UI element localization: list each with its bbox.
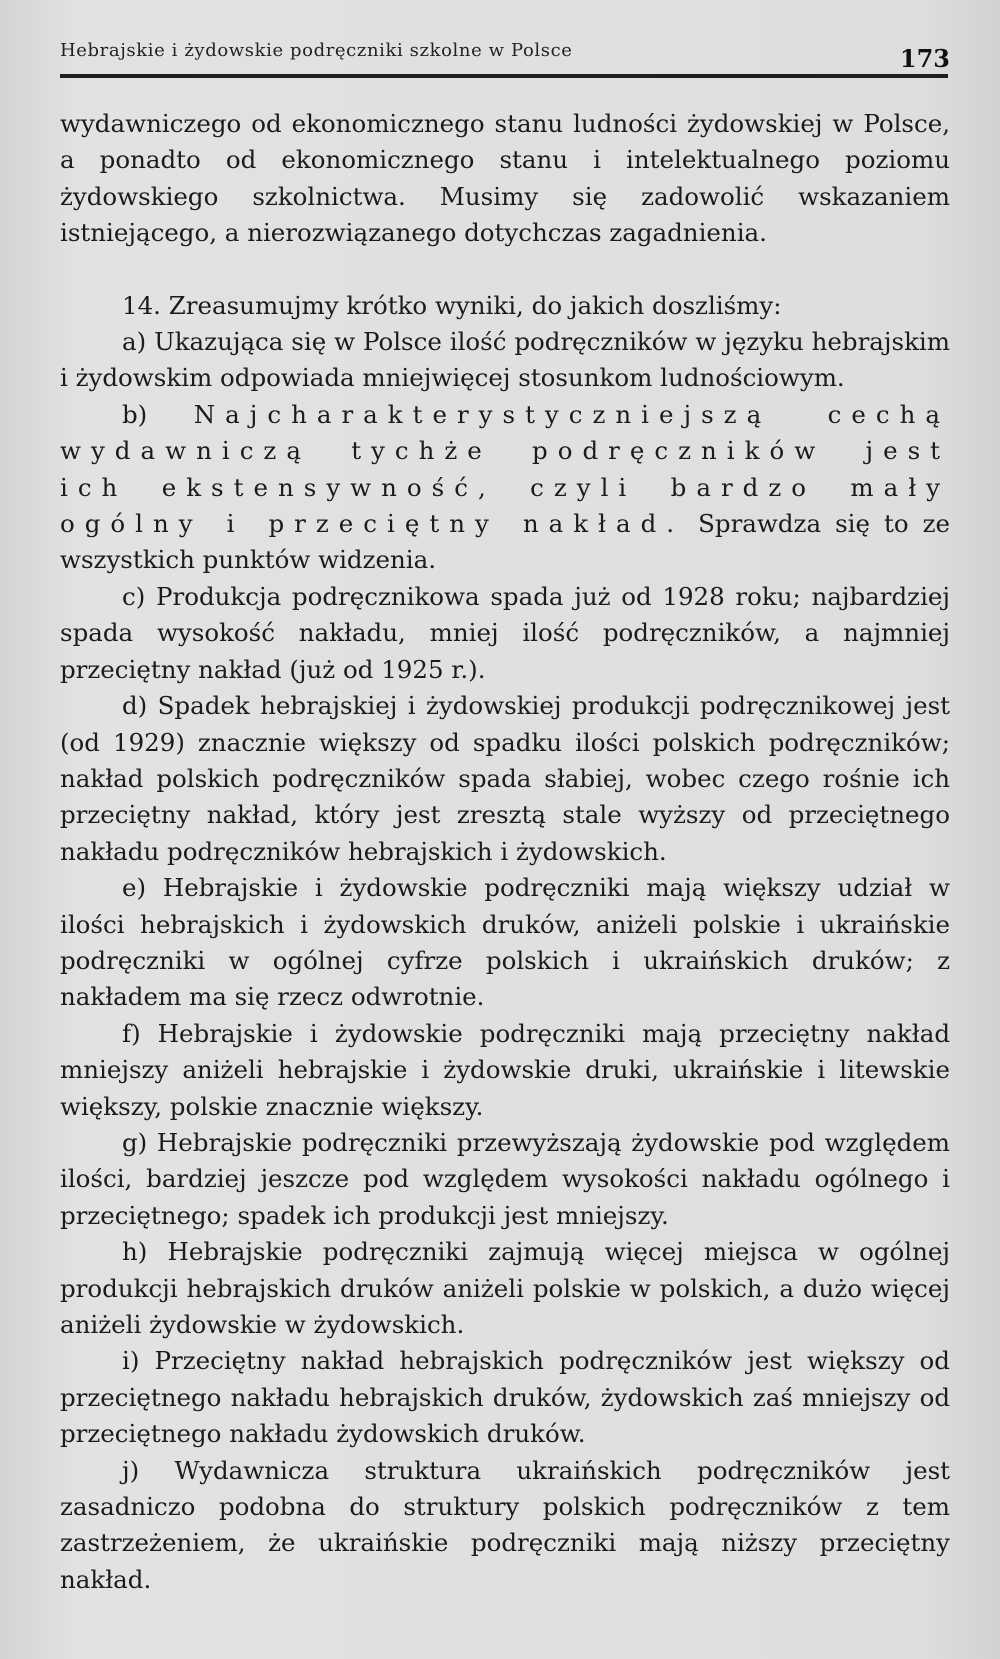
page-number: 173 [899, 44, 950, 73]
point-b [60, 397, 950, 579]
summary-intro: 14. Zreasumujmy krótko wyniki, do jakich doszliśmy: [122, 290, 782, 320]
header-rule [60, 74, 948, 78]
intro-paragraph: wydawniczego od ekonomicznego stanu ludności żydowskiej w Polsce, a ponadto od ekonomicznego stanu i intelektualnego poziomu żydowskiego szkolnictwa. Musimy się zadowolić wskazaniem istniejącego, a nierozwiązanego dotychczas zagadnienia. [60, 109, 950, 248]
point-f: f) Hebrajskie i żydowskie podręczniki mają przeciętny nakład mniejszy aniżeli hebrajskie i żydowskie druki, ukraińskie i litewskie większy, polskie znacznie większy. [60, 1018, 950, 1121]
point-e: e) Hebrajskie i żydowskie podręczniki mają większy udział w ilości hebrajskich i żydowskich druków, aniżeli polskie i ukraińskie podręczniki w ogólnej cyfrze polskich i ukraińskich druków; z nakładem ma się rzecz odwrotnie. [60, 873, 950, 1012]
point-a: a) Ukazująca się w Polsce ilość podręczników w języku hebrajskim i żydowskim odpowiada mniejwięcej stosunkom ludnościowym. [60, 327, 950, 393]
point-b-emphasis: Najcharakterystyczniejszą cechą wydawniczą tychże podręczników jest ich ekstensywność, czyli bardzo mały ogólny i przeciętny nakład. [60, 399, 950, 539]
point-d: d) Spadek hebrajskiej i żydowskiej produkcji podręcznikowej jest (od 1929) znacznie większy od spadku ilości polskich podręczników; nakład polskich podręczników spada słabiej, wobec czego rośnie ich przeciętny nakład, który jest zresztą stale wyższy od przeciętnego nakładu podręczników hebrajskich i żydowskich. [60, 691, 950, 866]
point-c: c) Produkcja podręcznikowa spada już od 1928 roku; najbardziej spada wysokość nakładu, mniej ilość podręczników, a najmniej przeciętny nakład (już od 1925 r.). [60, 581, 950, 684]
point-i: i) Przeciętny nakład hebrajskich podręczników jest większy od przeciętnego nakładu hebrajskich druków, żydowskich zaś mniejszy od przeciętnego nakładu żydowskich druków. [60, 1346, 950, 1449]
running-title: Hebrajskie i żydowskie podręczniki szkolne w Polsce [60, 40, 573, 61]
point-b-rest: Sprawdza się to ze wszystkich punktów widzenia. [60, 509, 951, 575]
point-b-label: b) [122, 399, 148, 429]
running-head [60, 40, 950, 74]
point-h: h) Hebrajskie podręczniki zajmują więcej miejsca w ogólnej produkcji hebrajskich druków aniżeli polskie w polskich, a dużo więcej aniżeli żydowskie w żydowskich. [60, 1237, 950, 1339]
body-text [60, 106, 950, 1598]
point-j: j) Wydawnicza struktura ukraińskich podręczników jest zasadniczo podobna do struktury polskich podręczników z tem zastrzeżeniem, że ukraińskie podręczniki mają niższy przeciętny nakład. [60, 1455, 950, 1594]
point-g: g) Hebrajskie podręczniki przewyższają żydowskie pod względem ilości, bardziej jeszcze pod względem wysokości nakładu ogólnego i przeciętnego; spadek ich produkcji jest mniejszy. [60, 1127, 950, 1230]
